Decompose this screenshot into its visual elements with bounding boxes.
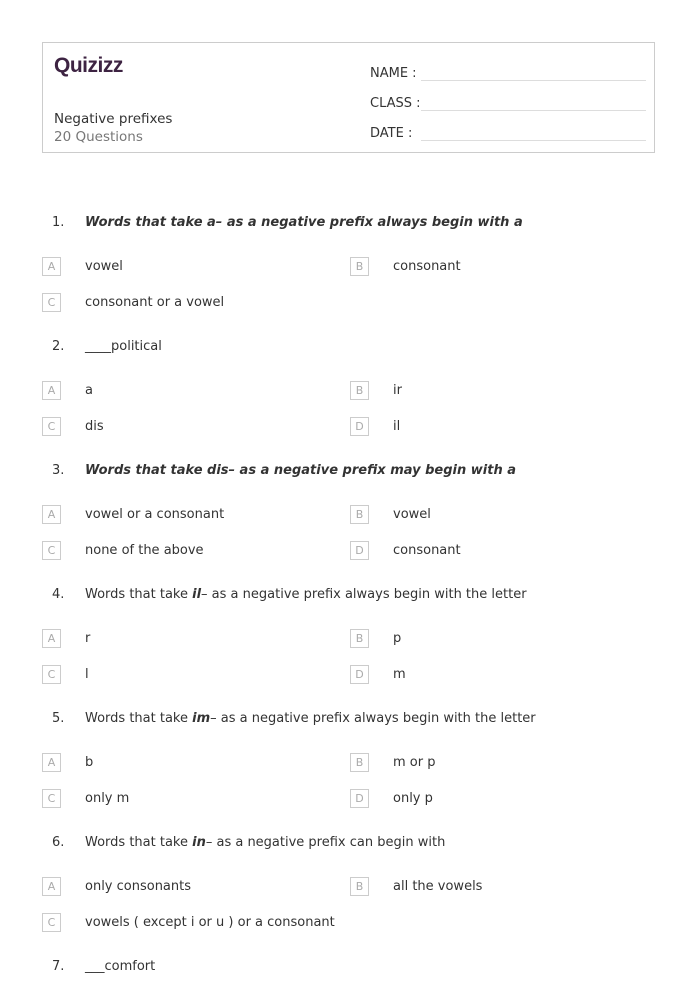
question	[42, 336, 662, 356]
answer-options	[42, 256, 662, 312]
option-text: p	[393, 630, 402, 646]
question	[42, 460, 662, 480]
question	[42, 956, 662, 976]
option-letter-box[interactable]: A	[42, 505, 61, 524]
option-text: consonant	[393, 258, 461, 274]
option-text: only m	[85, 790, 130, 806]
answer-option[interactable]	[42, 788, 350, 808]
option-text: b	[85, 754, 94, 770]
question-text-part: Words that take	[85, 834, 193, 850]
answer-options	[42, 876, 662, 932]
option-text: vowel	[85, 258, 123, 274]
option-text: vowel	[393, 506, 431, 522]
answer-option[interactable]	[42, 912, 350, 932]
question-text-part: Words that take	[85, 586, 193, 602]
question-number: 2.	[52, 338, 65, 354]
question	[42, 832, 662, 852]
answer-option[interactable]	[42, 504, 350, 524]
answer-options	[42, 504, 662, 560]
answer-option[interactable]	[350, 504, 658, 524]
option-letter-box[interactable]: A	[42, 257, 61, 276]
option-text: ir	[393, 382, 402, 398]
option-text: only p	[393, 790, 433, 806]
option-letter-box[interactable]: D	[350, 789, 369, 808]
answer-option[interactable]	[350, 380, 658, 400]
name-field[interactable]	[370, 61, 646, 81]
answer-option[interactable]	[42, 380, 350, 400]
question-text	[85, 587, 527, 602]
option-text: all the vowels	[393, 878, 483, 894]
answer-option[interactable]	[350, 752, 658, 772]
question-number: 4.	[52, 586, 65, 602]
option-letter-box[interactable]: A	[42, 381, 61, 400]
answer-option[interactable]	[350, 540, 658, 560]
worksheet-title: Negative prefixes	[54, 111, 173, 127]
answer-option[interactable]	[42, 628, 350, 648]
question-text	[85, 339, 162, 354]
question-text-part: im	[192, 710, 211, 726]
answer-option[interactable]	[350, 664, 658, 684]
option-letter-box[interactable]: C	[42, 789, 61, 808]
answer-option[interactable]	[42, 416, 350, 436]
option-text: m	[393, 666, 406, 682]
option-letter-box[interactable]: D	[350, 417, 369, 436]
option-text: only consonants	[85, 878, 192, 894]
question-text-part: ___comfort	[85, 958, 156, 974]
question-text-part: – as a negative prefix always begin with the letter	[210, 710, 536, 726]
answer-options	[42, 752, 662, 808]
date-label: DATE :	[370, 126, 413, 141]
answer-option[interactable]	[42, 876, 350, 896]
question	[42, 584, 662, 604]
answer-option[interactable]	[42, 540, 350, 560]
answer-options	[42, 380, 662, 436]
class-field[interactable]	[370, 91, 646, 111]
question-number: 5.	[52, 710, 65, 726]
name-label: NAME :	[370, 66, 417, 81]
option-text: dis	[85, 418, 104, 434]
date-line[interactable]	[421, 124, 646, 141]
class-label: CLASS :	[370, 96, 421, 111]
answer-option[interactable]	[350, 788, 658, 808]
option-letter-box[interactable]: A	[42, 753, 61, 772]
option-letter-box[interactable]: D	[350, 665, 369, 684]
option-letter-box[interactable]: A	[42, 877, 61, 896]
worksheet-header	[42, 42, 655, 153]
question-text	[85, 215, 523, 230]
question-text-part: – as a negative prefix always begin with the letter	[201, 586, 527, 602]
question-number: 1.	[52, 214, 65, 230]
answer-option[interactable]	[42, 256, 350, 276]
question-text-part: Words that take a– as a negative prefix always begin with a	[85, 214, 523, 230]
question	[42, 212, 662, 232]
option-text: vowel or a consonant	[85, 506, 225, 522]
question-count: 20 Questions	[54, 129, 143, 145]
question-text-part: – as a negative prefix can begin with	[205, 834, 446, 850]
question-text-part: ____political	[85, 338, 162, 354]
question-number: 3.	[52, 462, 65, 478]
option-letter-box[interactable]: C	[42, 293, 61, 312]
question-text	[85, 711, 536, 726]
option-text: il	[393, 418, 401, 434]
option-text: vowels ( except i or u ) or a consonant	[85, 914, 335, 930]
option-letter-box[interactable]: B	[350, 257, 369, 276]
question-text	[85, 463, 516, 478]
option-text: r	[85, 630, 91, 646]
answer-option[interactable]	[350, 628, 658, 648]
option-letter-box[interactable]: C	[42, 665, 61, 684]
name-line[interactable]	[421, 64, 646, 81]
option-letter-box[interactable]: B	[350, 753, 369, 772]
option-text: consonant or a vowel	[85, 294, 225, 310]
option-text: a	[85, 382, 93, 398]
option-text: m or p	[393, 754, 436, 770]
answer-option[interactable]	[350, 876, 658, 896]
date-field[interactable]	[370, 121, 646, 141]
option-letter-box[interactable]: D	[350, 541, 369, 560]
option-letter-box[interactable]: B	[350, 505, 369, 524]
question-text	[85, 835, 445, 850]
option-text: l	[85, 666, 89, 682]
option-letter-box[interactable]: B	[350, 629, 369, 648]
option-letter-box[interactable]: B	[350, 877, 369, 896]
option-letter-box[interactable]: C	[42, 417, 61, 436]
option-text: consonant	[393, 542, 461, 558]
question-text	[85, 959, 155, 974]
question	[42, 708, 662, 728]
question-number: 6.	[52, 834, 65, 850]
question-text-part: il	[192, 586, 202, 602]
question-text-part: Words that take	[85, 710, 193, 726]
quizizz-logo: Quizizz	[54, 54, 123, 77]
option-text: none of the above	[85, 542, 204, 558]
answer-option[interactable]	[350, 256, 658, 276]
answer-option[interactable]	[42, 664, 350, 684]
question-text-part: in	[192, 834, 206, 850]
question-number: 7.	[52, 958, 65, 974]
option-letter-box[interactable]: B	[350, 381, 369, 400]
option-letter-box[interactable]: C	[42, 913, 61, 932]
answer-option[interactable]	[42, 752, 350, 772]
option-letter-box[interactable]: A	[42, 629, 61, 648]
answer-option[interactable]	[42, 292, 350, 312]
question-text-part: Words that take dis– as a negative prefix may begin with a	[85, 462, 517, 478]
class-line[interactable]	[421, 94, 646, 111]
answer-option[interactable]	[350, 416, 658, 436]
answer-options	[42, 628, 662, 684]
option-letter-box[interactable]: C	[42, 541, 61, 560]
question-list	[42, 212, 662, 990]
